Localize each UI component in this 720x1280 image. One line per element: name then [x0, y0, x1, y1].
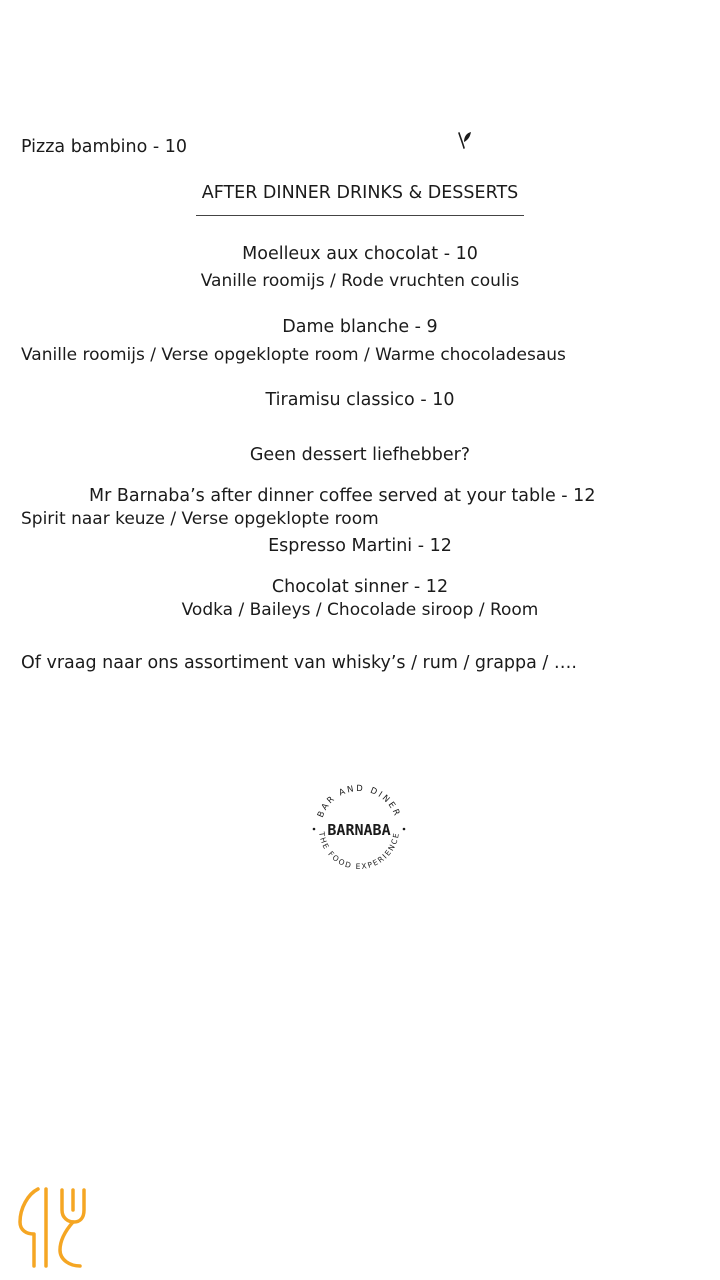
menu-item-title: Dame blanche - 9: [282, 317, 438, 337]
no-dessert-heading: Geen dessert liefhebber?: [249, 445, 471, 465]
menu-item-description: Vanille roomijs / Rode vruchten coulis: [200, 271, 520, 291]
chocolat-sinner-title: Chocolat sinner - 12: [271, 577, 449, 597]
coffee-title: Mr Barnaba’s after dinner coffee served at your table - 12: [89, 486, 596, 506]
logo-bottom-arc: THE FOOD EXPERIENCE: [317, 831, 401, 872]
coffee-description: Spirit naar keuze / Verse opgeklopte room: [21, 509, 379, 529]
section-divider: [196, 215, 524, 216]
logo-name: BARNABA: [327, 821, 391, 839]
logo-dot: [313, 828, 316, 831]
chocolat-sinner-description: Vodka / Baileys / Chocolade siroop / Room: [181, 600, 539, 620]
menu-item-title: Moelleux aux chocolat - 10: [242, 244, 478, 264]
menu-item-description: Vanille roomijs / Verse opgeklopte room / Warme chocoladesaus: [21, 345, 566, 365]
espresso-martini-title: Espresso Martini - 12: [268, 536, 452, 556]
menu-item-title: Tiramisu classico - 10: [265, 390, 455, 410]
section-title: AFTER DINNER DRINKS & DESSERTS: [201, 183, 519, 203]
pizza-bambino: Pizza bambino - 10: [21, 137, 188, 157]
barnaba-logo: [305, 775, 413, 883]
footer-note: Of vraag naar ons assortiment van whisky’s / rum / grappa / ….: [21, 653, 577, 673]
logo-top-arc: BAR AND DINER: [315, 783, 403, 820]
logo-dot: [403, 828, 406, 831]
svg-text:BAR AND DINER: [316, 784, 402, 819]
leaf-icon: [456, 130, 472, 150]
fork-knife-logo-icon: [14, 1186, 88, 1270]
